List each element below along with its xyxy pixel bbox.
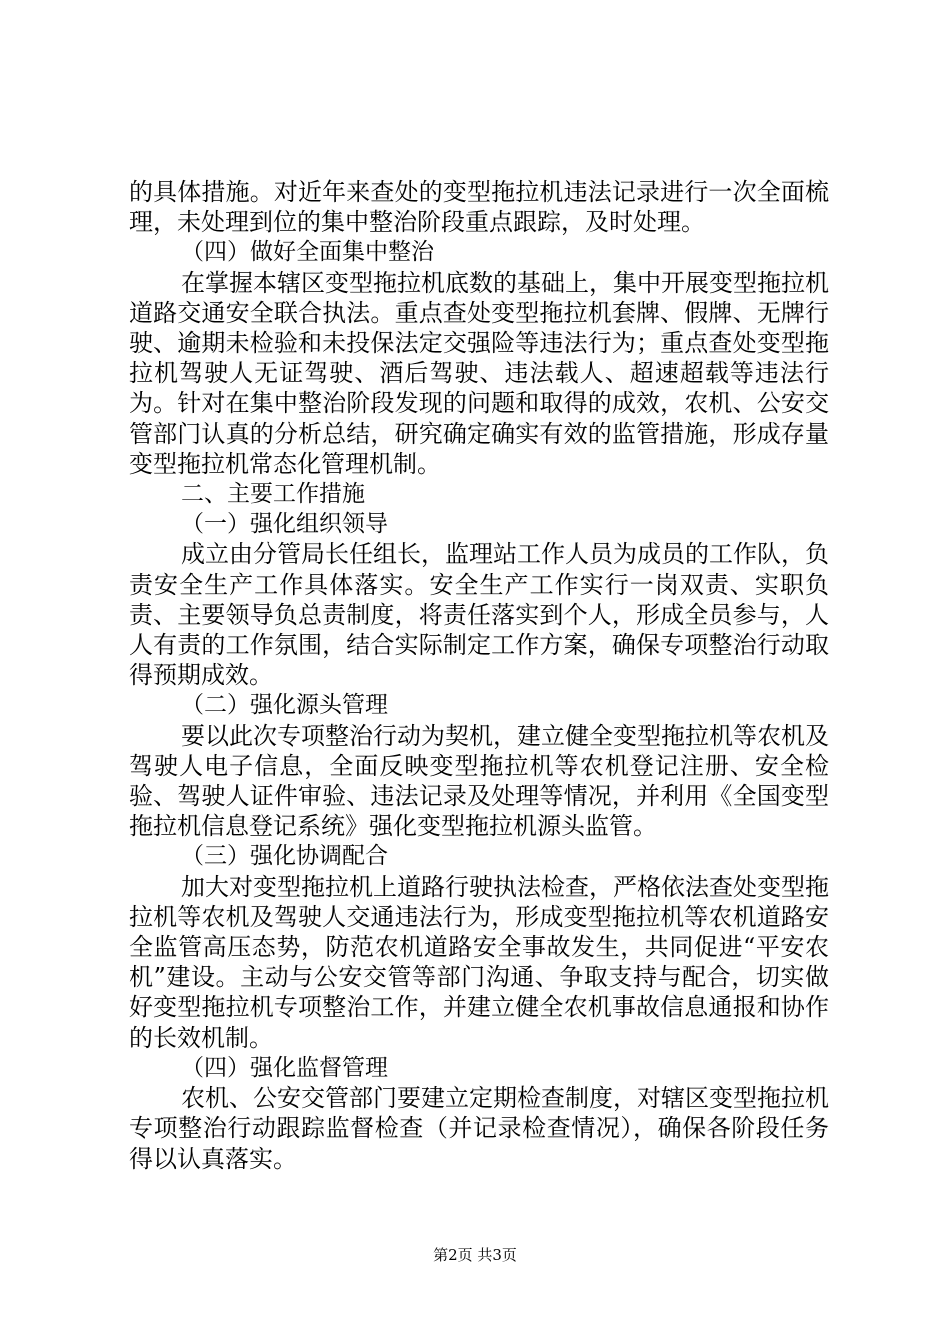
section-heading-4-rectification: （四）做好全面集中整治 [181,239,434,266]
paragraph-rectification: 在掌握本辖区变型拖拉机底数的基础上，集中开展变型拖拉机道路交通安全联合执法。重点查处变型拖拉机套牌、假牌、无牌行驶、逾期未检验和未投保法定交强险等违法行为；重点查处变型拖拉机驾驶人无证驾驶、酒后驾驶、违法载人、超速超载等违法行为。针对在集中整治阶段发现的问题和取得的成效，农机、公安交管部门认真的分析总结，研究确定确实有效的监管措施，形成存量变型拖拉机常态化管理机制。 [129,268,829,478]
paragraph-continued: 的具体措施。对近年来查处的变型拖拉机违法记录进行一次全面梳理，未处理到位的集中整治阶段重点跟踪，及时处理。 [129,178,829,237]
paragraph-supervision: 农机、公安交管部门要建立定期检查制度，对辖区变型拖拉机专项整治行动跟踪监督检查（并记录检查情况），确保各阶段任务得以认真落实。 [129,1084,829,1173]
section-heading-1-organization: （一）强化组织领导 [181,511,388,538]
section-heading-main-measures: 二、主要工作措施 [181,481,365,508]
page-footer: 第2页 共3页 [433,1246,517,1264]
document-body [129,177,829,1174]
section-heading-2-source: （二）强化源头管理 [181,692,388,719]
section-heading-4-supervision: （四）强化监督管理 [181,1054,388,1081]
section-heading-3-coordination: （三）强化协调配合 [181,843,388,870]
paragraph-organization: 成立由分管局长任组长，监理站工作人员为成员的工作队，负责安全生产工作具体落实。安全生产工作实行一岗双责、实职负责、主要领导负总责制度，将责任落实到个人，形成全员参与，人人有责的工作氛围，结合实际制定工作方案，确保专项整治行动取得预期成效。 [129,540,829,690]
paragraph-coordination: 加大对变型拖拉机上道路行驶执法检查，严格依法查处变型拖拉机等农机及驾驶人交通违法行为，形成变型拖拉机等农机道路安全监管高压态势，防范农机道路安全事故发生，共同促进“平安农机”建设。主动与公安交管等部门沟通、争取支持与配合，切实做好变型拖拉机专项整治工作，并建立健全农机事故信息通报和协作的长效机制。 [129,872,829,1052]
paragraph-source: 要以此次专项整治行动为契机，建立健全变型拖拉机等农机及驾驶人电子信息，全面反映变型拖拉机等农机登记注册、安全检验、驾驶人证件审验、违法记录及处理等情况，并利用《全国变型拖拉机信息登记系统》强化变型拖拉机源头监管。 [129,721,829,841]
